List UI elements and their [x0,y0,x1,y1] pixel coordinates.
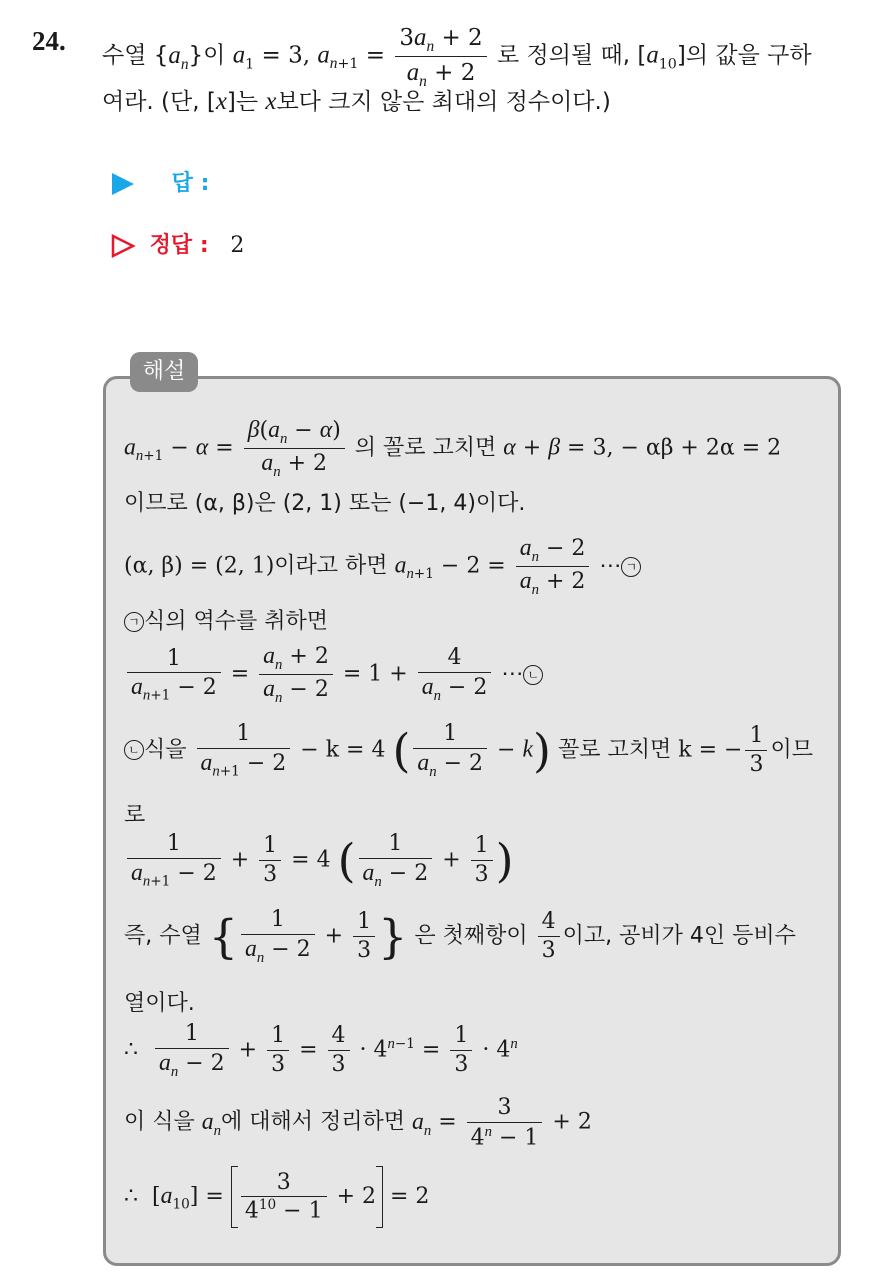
play-filled-icon [110,171,136,197]
solution-line-2: 이므로 (α, β)은 (2, 1) 또는 (−1, 4)이다. [124,491,526,516]
solution-line-7: 로 [124,803,146,828]
solution-line-5: $\frac{1}{a_{n+1} - 2}$ = $\frac{a_n + 2}{a_n - 2}$ = 1 + $\frac{4}{a_n - 2}$ ⋯ ㄴ [124,642,543,707]
problem-line-2: 여라. (단, [x]는 x보다 크지 않은 최대의 정수이다.) [102,88,611,115]
solution-line-9: 즉, 수열 { $\frac{1}{a_n - 2}$ + $\frac{1}{3}$ } 은 첫째항이 $\frac{4}{3}$ 이고, 공비가 4인 등비수 [124,907,796,966]
problem-number: 24. [32,26,66,56]
correct-answer-row [110,228,244,259]
solution-line-6: ㄴ 식을 $\frac{1}{a_{n+1} - 2}$ − k = 4 ( $\frac{1}{a_n - 2}$ − k) 꼴로 고치면 k = − $\frac{1}{3}$ 이므 [124,720,813,781]
solution-tag: 해설 [130,352,198,392]
solution-line-12: 이 식을 $a_n$에 대해서 정리하면 $a_n$ = $\frac{3}{4^n - 1}$ + 2 [124,1095,592,1150]
play-outline-icon [110,233,136,259]
circled-mark-2: ㄴ [523,665,543,685]
answer-row [110,166,209,197]
solution-line-4: ㄱ 식의 역수를 취하면 [124,604,328,635]
solution-line-8: $\frac{1}{a_{n+1} - 2}$ + $\frac{1}{3}$ = 4 ( $\frac{1}{a_n - 2}$ + $\frac{1}{3}$ ) [124,830,514,891]
circled-mark-1: ㄱ [621,557,641,577]
answer-label: 답 : [171,171,210,196]
correct-answer-label: 정답 : [149,233,209,258]
solution-line-11: ∴ $\frac{1}{a_n - 2}$ + $\frac{1}{3}$ = $\frac{4}{3}$ · $4^{n-1}$ = $\frac{1}{3}$ · $4^n$ [124,1021,518,1080]
correct-answer-value: 2 [230,233,245,258]
solution-line-13: ∴ $[a_{10}]$ = $\frac{3}{4^{10} - 1}$ + 2 = 2 [124,1166,429,1228]
solution-line-10: 열이다. [124,991,195,1016]
solution-line-3: (α, β) = (2, 1)이라고 하면 $a_{n+1} - 2$ = $\frac{a_n - 2}{a_n + 2}$ ⋯ ㄱ [124,534,641,599]
recurrence-fraction: $\frac{3a_n + 2}{a_n + 2}$ [395,22,486,91]
problem-line-1: 수열 $\{a_n\}$이 $a_1 = 3$, $a_{n+1}$ = $\frac{3a_n + 2}{a_n + 2}$ 로 정의될 때, $[a_{10}]$의 값을 구하 [102,24,812,91]
solution-line-1: $a_{n+1} - \alpha$ = $\frac{\beta(a_n - \alpha)}{a_n + 2}$ 의 꼴로 고치면 α + β = 3, − αβ + 2α = 2 [124,417,782,480]
